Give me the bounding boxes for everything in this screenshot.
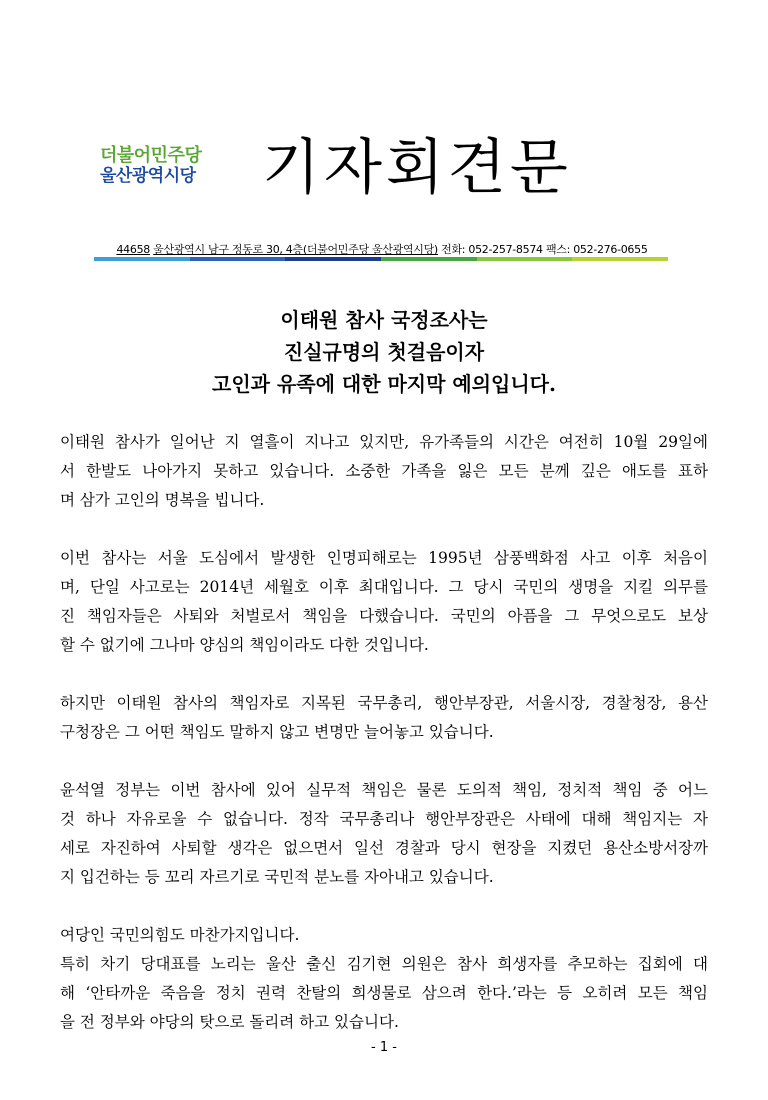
text-line: 구청장은 그 어떤 책임도 말하지 않고 변명만 늘어놓고 있습니다.	[60, 723, 494, 741]
address-street: 울산광역시 남구 정동로 30, 4층(더불어민주당 울산광역시당)	[153, 243, 438, 256]
text-line: 윤석열 정부는 이번 참사에 있어 실무적 책임은 물론 도의적 책임, 정치적 책임 중 어느	[60, 781, 708, 799]
text-line: 하지만 이태원 참사의 책임자로 지목된 국무총리, 행안부장관, 서울시장, 경찰청장, 용산	[60, 694, 708, 712]
gradient-divider	[94, 257, 668, 261]
page-number: - 1 -	[371, 1040, 397, 1055]
text-line: 특히 차기 당대표를 노리는 울산 출신 김기현 의원은 참사 희생자를 추모하는 집회에 대	[60, 955, 708, 973]
paragraph	[60, 428, 708, 515]
text-line: 여당인 국민의힘도 마찬가지입니다.	[60, 926, 300, 944]
text-line: 이태원 참사가 일어난 지 열흘이 지나고 있지만, 유가족들의 시간은 여전히 10월 29일에	[60, 433, 708, 451]
divider-segment	[572, 257, 668, 261]
divider-segment	[190, 257, 286, 261]
text-line: 해 ‘안타까운 죽음을 정치 권력 찬탈의 희생물로 삼으려 한다.’라는 등 오히려 모든 책임	[60, 984, 708, 1002]
paragraph	[60, 776, 708, 892]
phone-label: 전화:	[441, 243, 466, 256]
paragraph	[60, 544, 708, 660]
divider-segment	[285, 257, 381, 261]
headline-line: 고인과 유족에 대한 마지막 예의입니다.	[212, 372, 556, 396]
paragraph	[60, 689, 708, 747]
document-title: 기자회견문	[262, 133, 572, 203]
text-line: 할 수 없기에 그나마 양심의 책임이라도 다한 것입니다.	[60, 636, 429, 654]
fax-label: 팩스:	[545, 243, 570, 256]
address-line	[96, 243, 668, 257]
text-line: 지 입건하는 등 꼬리 자르기로 국민적 분노를 자아내고 있습니다.	[60, 868, 494, 886]
divider-segment	[477, 257, 573, 261]
divider-segment	[94, 257, 190, 261]
logo-branch-name: 울산광역시당	[100, 166, 196, 186]
text-line: 며 삼가 고인의 명복을 빕니다.	[60, 491, 265, 509]
text-line: 것 하나 자유로울 수 없습니다. 정작 국무총리나 행안부장관은 사태에 대해 책임지는 자	[60, 810, 708, 828]
fax-number: 052-276-0655	[573, 243, 648, 256]
party-logo	[100, 146, 240, 186]
text-line: 며, 단일 사고로는 2014년 세월호 이후 최대입니다. 그 당시 국민의 생명을 지킬 의무를	[60, 578, 708, 596]
text-line: 세로 자진하여 사퇴할 생각은 없으면서 일선 경찰과 당시 현장을 지켰던 용산소방서장까	[60, 839, 708, 857]
text-line: 서 한발도 나아가지 못하고 있습니다. 소중한 가족을 잃은 모든 분께 깊은 애도를 표하	[60, 462, 708, 480]
phone-number: 052-257-8574	[468, 243, 543, 256]
paragraph	[60, 950, 708, 1037]
headline-line: 진실규명의 첫걸음이자	[283, 340, 485, 364]
divider-segment	[381, 257, 477, 261]
paragraph	[60, 921, 708, 950]
body-text	[60, 428, 708, 1066]
headline	[60, 304, 708, 400]
logo-party-name: 더불어민주당	[100, 145, 202, 166]
text-line: 이번 참사는 서울 도심에서 발생한 인명피해로는 1995년 삼풍백화점 사고 이후 처음이	[60, 549, 708, 567]
text-line: 진 책임자들은 사퇴와 처벌로서 책임을 다했습니다. 국민의 아픔을 그 무엇으로도 보상	[60, 607, 708, 625]
text-line: 을 전 정부와 야당의 탓으로 돌리려 하고 있습니다.	[60, 1013, 399, 1031]
headline-line: 이태원 참사 국정조사는	[280, 308, 488, 332]
address-zip: 44658	[116, 243, 150, 256]
